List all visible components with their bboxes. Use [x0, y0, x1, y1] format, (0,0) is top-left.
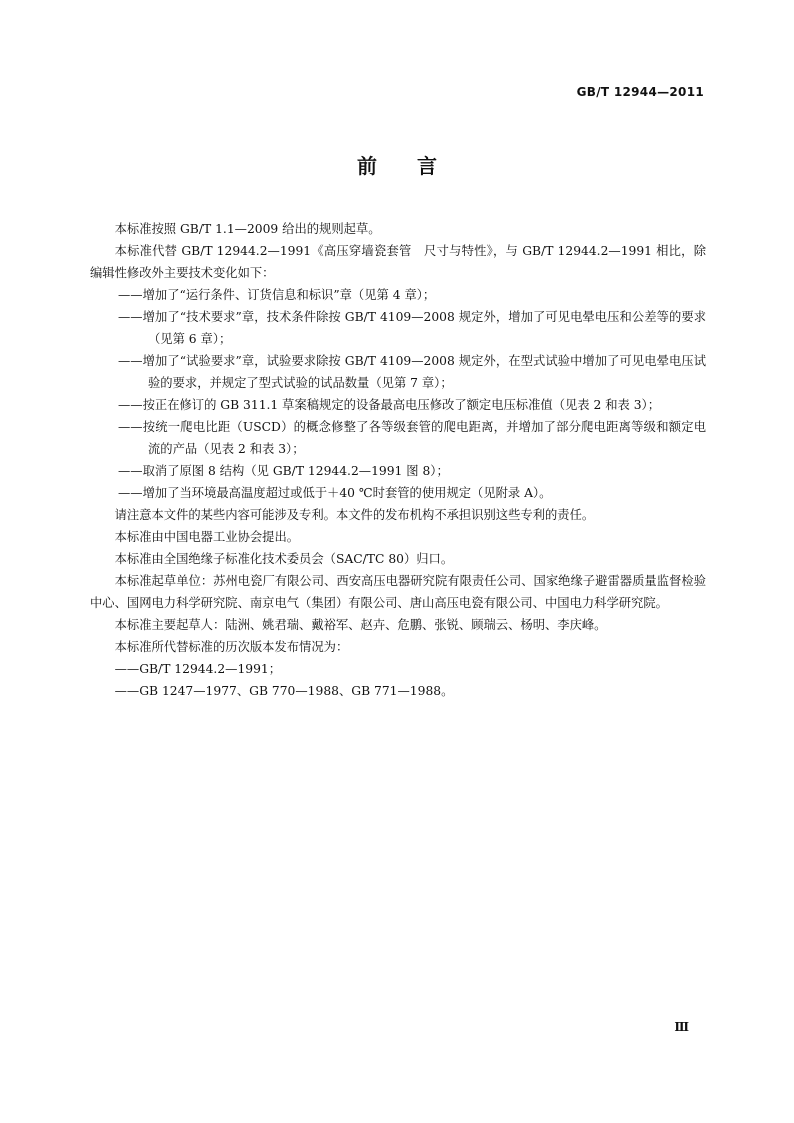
- change-item: ——增加了“技术要求”章，技术条件除按 GB/T 4109—2008 规定外，增加了可见电晕电压和公差等的要求（见第 6 章）；: [118, 310, 706, 346]
- history-item: ——GB 1247—1977、GB 770—1988、GB 771—1988。: [114, 684, 454, 698]
- paragraph-history-intro: 本标准所代替标准的历次版本发布情况为：: [114, 640, 349, 654]
- change-item: ——增加了“试验要求”章，试验要求除按 GB/T 4109—2008 规定外，在型式试验中增加了可见电晕电压试验的要求，并规定了型式试验的试品数量（见第 7 章）；: [118, 354, 706, 390]
- change-item: ——取消了原图 8 结构（见 GB/T 12944.2—1991 图 8）；: [118, 464, 449, 478]
- foreword-body: [90, 218, 706, 702]
- change-item: ——增加了“运行条件、订货信息和标识”章（见第 4 章）；: [118, 288, 436, 302]
- paragraph-proposer: 本标准由中国电器工业协会提出。: [114, 530, 300, 544]
- paragraph-drafting-units: 本标准起草单位：苏州电瓷厂有限公司、西安高压电器研究院有限责任公司、国家绝缘子避雷器质量监督检验中心、国网电力科学研究院、南京电气（集团）有限公司、唐山高压电瓷有限公司、中国电力科学研究院。: [90, 574, 706, 610]
- paragraph-committee: 本标准由全国绝缘子标准化技术委员会（SAC/TC 80）归口。: [114, 552, 454, 566]
- change-item: ——增加了当环境最高温度超过或低于＋40 ℃时套管的使用规定（见附录 A）。: [118, 486, 552, 500]
- page-title: 前言: [357, 154, 477, 178]
- paragraph-patent-notice: 请注意本文件的某些内容可能涉及专利。本文件的发布机构不承担识别这些专利的责任。: [114, 508, 595, 522]
- page-number: Ⅲ: [674, 1020, 689, 1034]
- standard-number: GB/T 12944—2011: [576, 85, 704, 99]
- paragraph-drafting-rules: 本标准按照 GB/T 1.1—2009 给出的规则起草。: [114, 222, 381, 236]
- paragraph-drafters: 本标准主要起草人：陆洲、姚君瑞、戴裕军、赵卉、危鹏、张锐、顾瑞云、杨明、李庆峰。: [114, 618, 607, 632]
- history-item: ——GB/T 12944.2—1991；: [114, 662, 282, 676]
- change-item: ——按统一爬电比距（USCD）的概念修整了各等级套管的爬电距离，并增加了部分爬电距离等级和额定电流的产品（见表 2 和表 3）；: [118, 420, 706, 456]
- paragraph-replacement: 本标准代替 GB/T 12944.2—1991《高压穿墙瓷套管 尺寸与特性》，与 GB/T 12944.2—1991 相比，除编辑性修改外主要技术变化如下：: [90, 244, 706, 280]
- change-item: ——按正在修订的 GB 311.1 草案稿规定的设备最高电压修改了额定电压标准值（见表 2 和表 3）；: [118, 398, 660, 412]
